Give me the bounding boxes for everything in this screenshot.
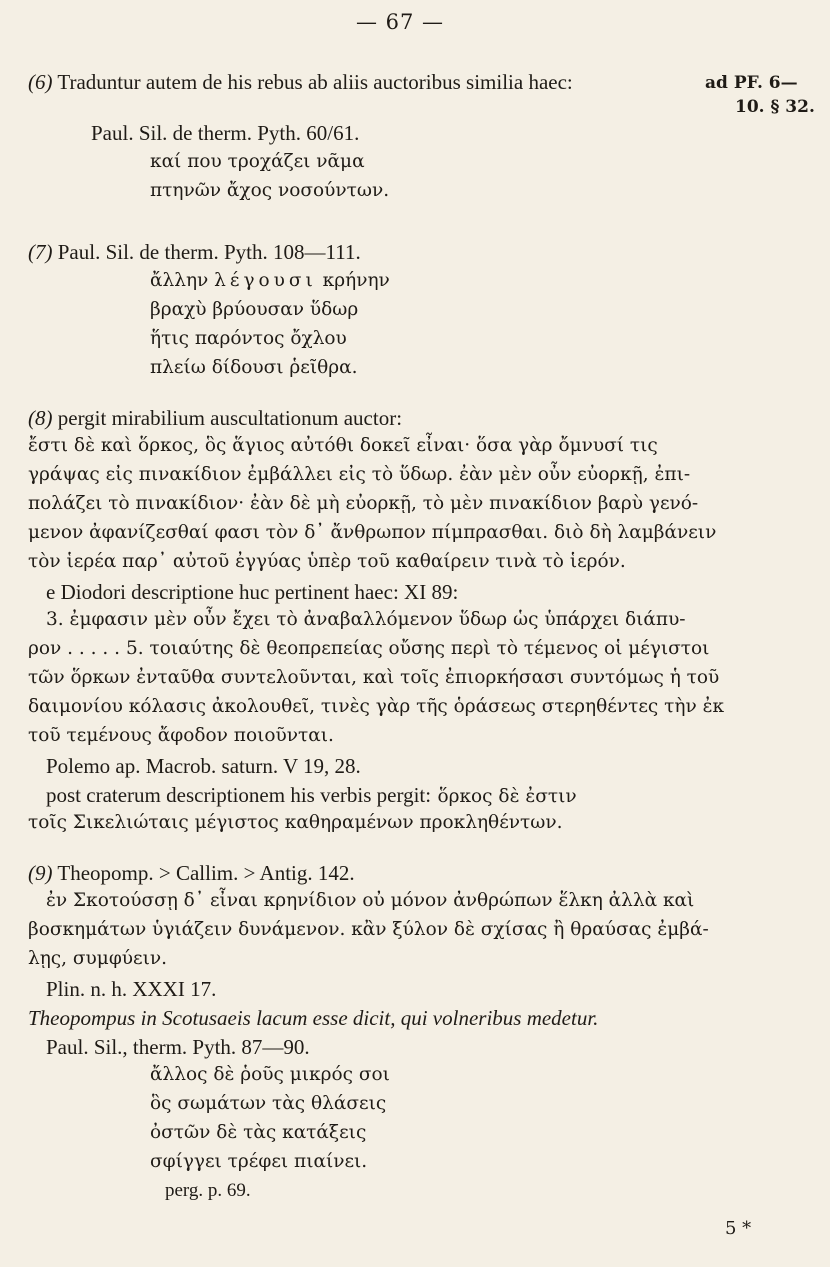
source-citation: Paul. Sil. de therm. Pyth. 60/61. [91, 121, 360, 145]
section-number: (7) [28, 240, 53, 264]
greek-word: κρήνην [316, 270, 390, 291]
greek-verse [150, 270, 390, 291]
greek-verse: βραχὺ βρύουσαν ὕδωρ [150, 299, 359, 320]
margin-reference-line-1: ad PF. 6— [705, 73, 798, 93]
citation-line [46, 783, 577, 808]
greek-prose: βοσκημάτων ὑγιάζειν δυνάμενον. κἂν ξύλον δὲ σχίσας ἢ θραύσας ἐμβά- [28, 919, 709, 940]
source-citation: Plin. n. h. XXXI 17. [46, 977, 217, 1001]
greek-prose: λῃς, συμφύειν. [28, 948, 167, 969]
section-9-heading [28, 861, 355, 886]
italic-quote: Theopompus in Scotusaeis lacum esse dicit, qui volneribus medetur. [28, 1006, 599, 1030]
greek-text: ὅρκος δὲ ἐστιν [437, 786, 577, 807]
greek-prose: γράψας εἰς πινακίδιον ἐμβάλλει εἰς τὸ ὕδωρ. ἐὰν μὲν οὖν εὐορκῇ, ἐπι- [28, 464, 691, 485]
section-text: Traduntur autem de his rebus ab aliis auctoribus similia haec: [57, 70, 573, 94]
section-7-heading [28, 240, 361, 265]
greek-prose: τοῖς Σικελιώταις μέγιστος καθηραμένων προκληθέντων. [28, 812, 563, 833]
section-6-heading [28, 70, 573, 95]
greek-prose: ἐν Σκοτούσσῃ δ᾽ εἶναι κρηνίδιον οὐ μόνον ἀνθρώπων ἕλκη ἀλλὰ καὶ [46, 890, 695, 911]
greek-prose: ἔστι δὲ καὶ ὅρκος, ὃς ἅγιος αὐτόθι δοκεῖ εἶναι· ὅσα γὰρ ὄμνυσί τις [28, 435, 658, 456]
latin-text: post craterum descriptionem his verbis pergit: [46, 783, 432, 807]
greek-prose: πολάζει τὸ πινακίδιον· ἐὰν δὲ μὴ εὐορκῇ, τὸ μὲν πινακίδιον βαρὺ γενό- [28, 493, 699, 514]
greek-verse: πτηνῶν ἄχος νοσούντων. [150, 180, 390, 201]
greek-verse: πλείω δίδουσι ῥεῖθρα. [150, 357, 358, 378]
greek-prose: 3. ἐμφασιν μὲν οὖν ἔχει τὸ ἀναβαλλόμενον ὕδωρ ὡς ὑπάρχει διάπυ- [46, 609, 686, 630]
source-citation: Paul. Sil., therm. Pyth. 87—90. [46, 1035, 310, 1059]
greek-prose: ρον . . . . . 5. τοιαύτης δὲ θεοπρεπείας οὔσης περὶ τὸ τέμενος οἱ μέγιστοι [28, 638, 710, 659]
greek-prose: τῶν ὅρκων ἐνταῦθα συντελοῦνται, καὶ τοῖς ἐπιορκήσασι συντόμως ἡ τοῦ [28, 667, 720, 688]
margin-reference-line-2: 10. § 32. [735, 97, 815, 117]
greek-prose: τοῦ τεμένους ἄφοδον ποιοῦνται. [28, 725, 334, 746]
greek-verse: ὃς σωμάτων τὰς θλάσεις [150, 1093, 387, 1114]
section-number: (6) [28, 70, 53, 94]
greek-prose: μενον ἀφανίζεσθαί φασι τὸν δ᾽ ἄνθρωπον πίμπρασθαι. διὸ δὴ λαμβάνειν [28, 522, 717, 543]
source-citation: Polemo ap. Macrob. saturn. V 19, 28. [46, 754, 361, 778]
section-8-heading [28, 406, 402, 431]
section-text: Paul. Sil. de therm. Pyth. 108—111. [57, 240, 361, 264]
page-reference: perg. p. 69. [165, 1180, 251, 1201]
greek-verse: ἄλλος δὲ ῥοῦς μικρός σοι [150, 1064, 390, 1085]
page-number: — 67 — [355, 10, 445, 34]
section-number: (9) [28, 861, 53, 885]
greek-verse: καί που τροχάζει νᾶμα [150, 151, 365, 172]
greek-verse: ὀστῶν δὲ τὰς κατάξεις [150, 1122, 367, 1143]
greek-prose: δαιμονίου κόλασις ἀκολουθεῖ, τινὲς γὰρ τῆς ὁράσεως στερηθέντες τὴν ἐκ [28, 696, 725, 717]
signature-mark: 5 * [725, 1218, 752, 1239]
section-text: pergit mirabilium auscultationum auctor: [57, 406, 403, 430]
greek-word-spaced: λέγουσι [214, 270, 317, 291]
greek-verse: σφίγγει τρέφει πιαίνει. [150, 1151, 368, 1172]
greek-verse: ἥτις παρόντος ὄχλου [150, 328, 347, 349]
source-citation: e Diodori descriptione huc pertinent haec: XI 89: [46, 580, 459, 604]
greek-word: ἄλλην [150, 270, 215, 291]
greek-prose: τὸν ἱερέα παρ᾽ αὐτοῦ ἐγγύας ὑπὲρ τοῦ καθαίρειν τινὰ τὸ ἱερόν. [28, 551, 626, 572]
section-text: Theopomp. > Callim. > Antig. 142. [57, 861, 355, 885]
section-number: (8) [28, 406, 53, 430]
